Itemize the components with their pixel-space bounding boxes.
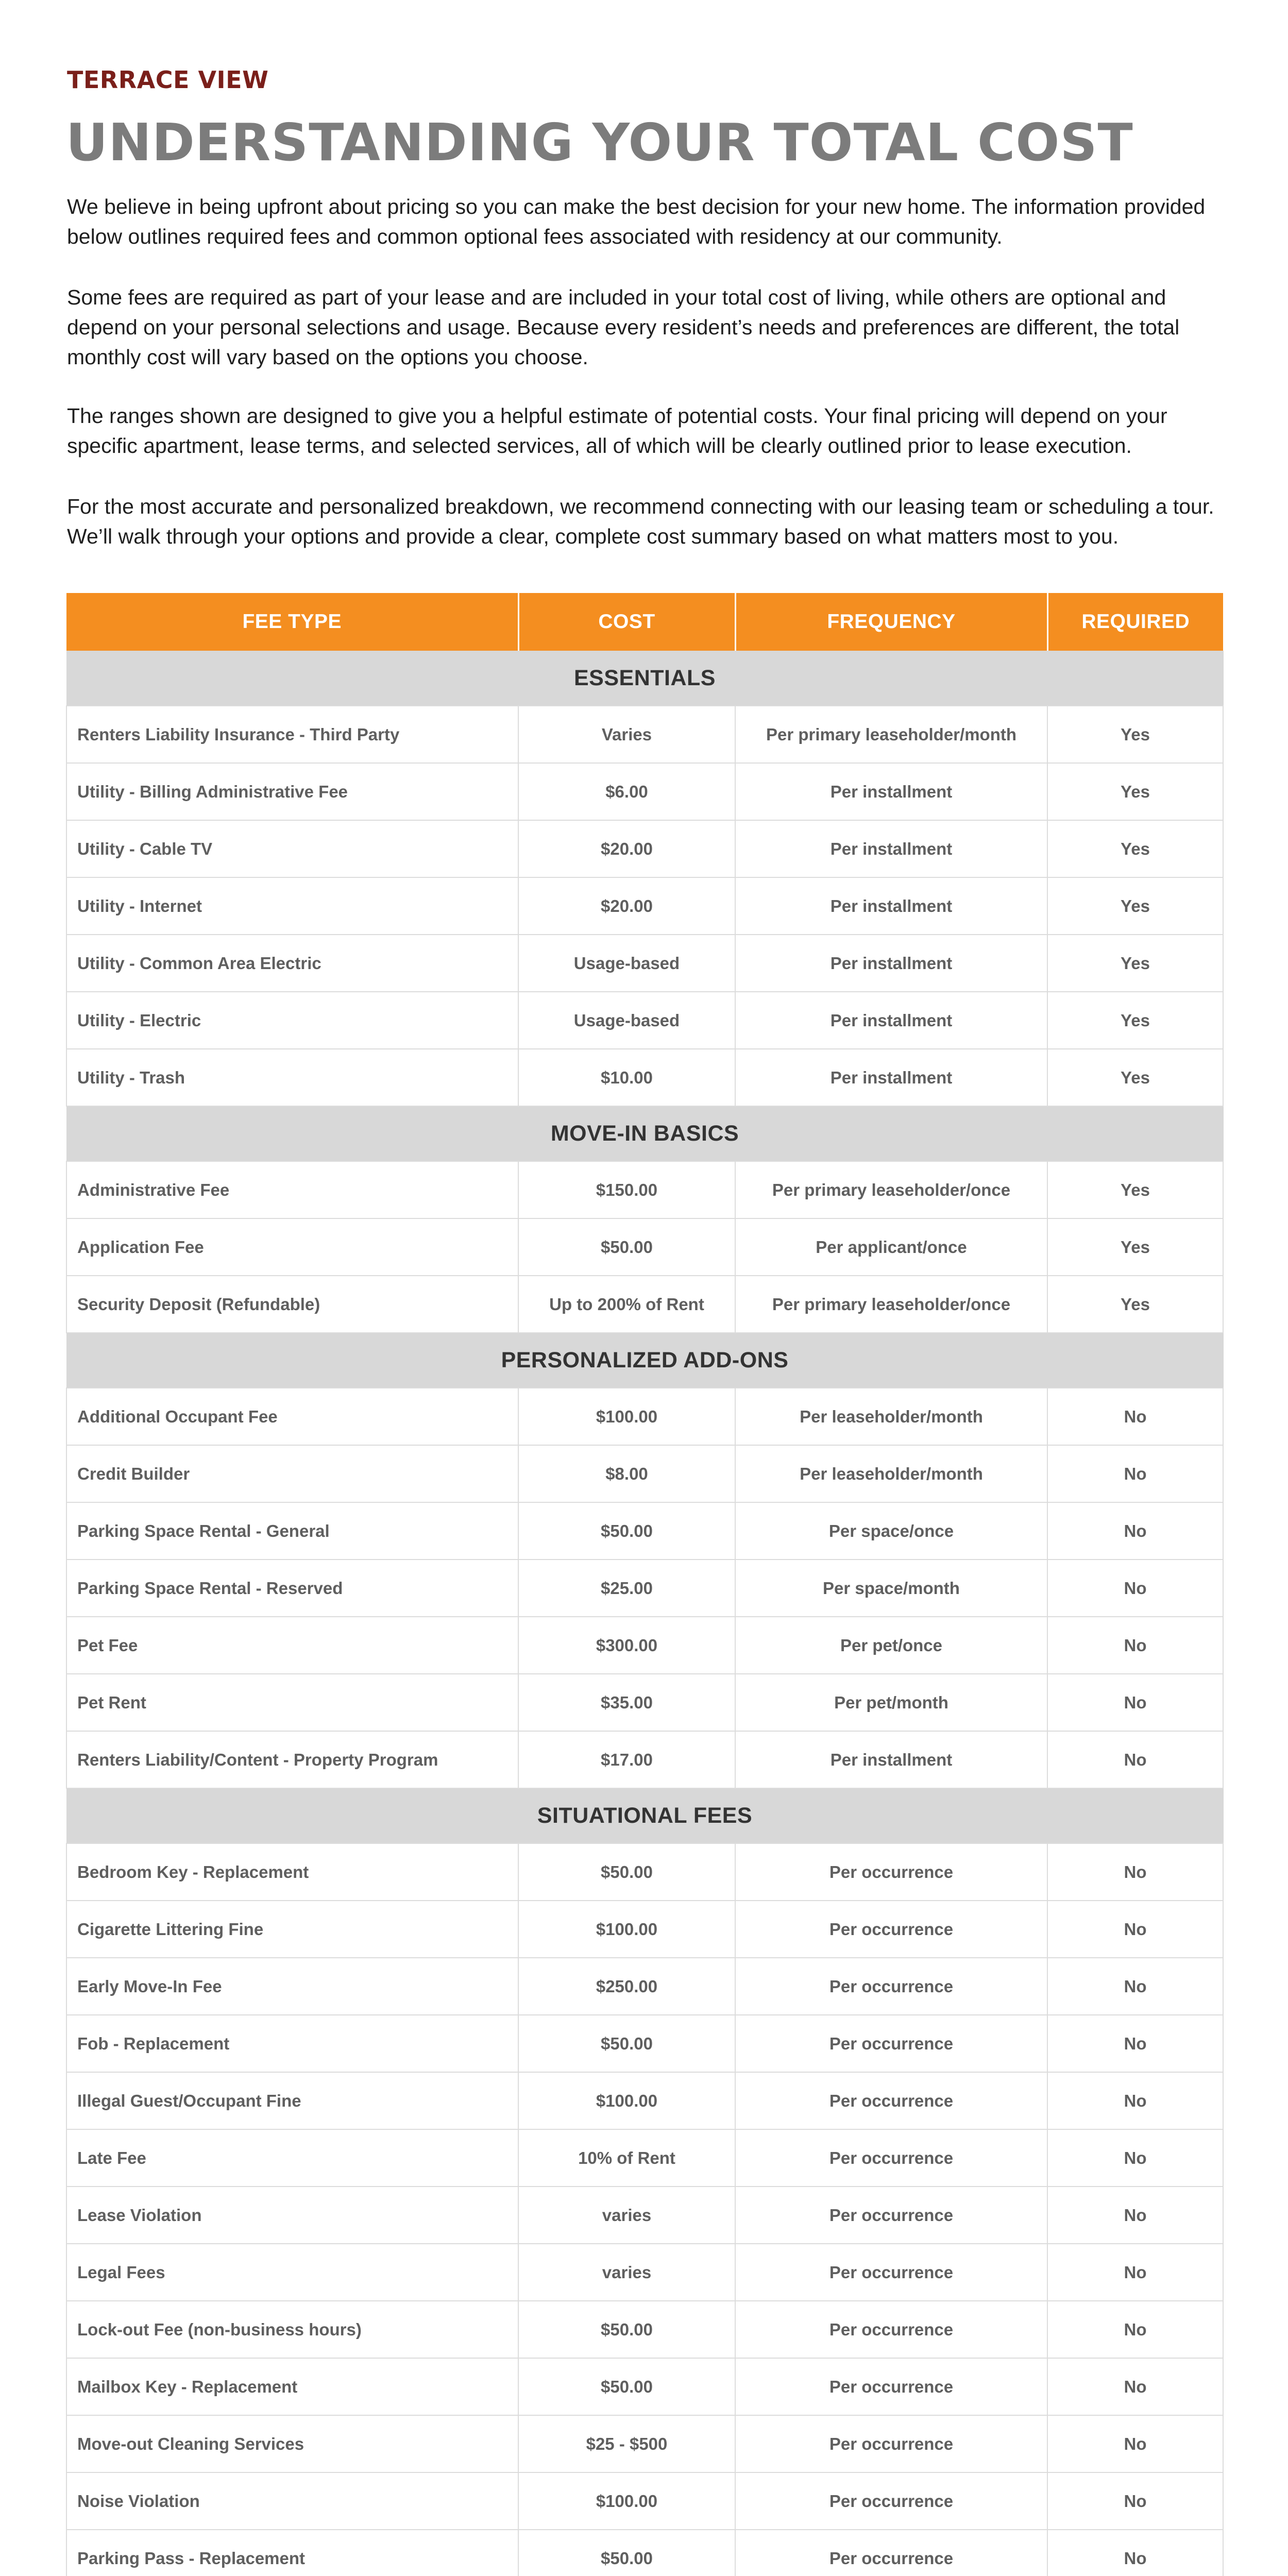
frequency-cell: Per installment xyxy=(735,820,1047,877)
table-row xyxy=(66,2015,1223,2072)
frequency-cell: Per space/month xyxy=(735,1560,1047,1617)
required-cell: Yes xyxy=(1047,706,1223,763)
required-cell: No xyxy=(1047,1958,1223,2015)
table-row xyxy=(66,2530,1223,2576)
table-row xyxy=(66,1617,1223,1674)
frequency-cell: Per primary leaseholder/month xyxy=(735,706,1047,763)
frequency-cell: Per occurrence xyxy=(735,2415,1047,2472)
fee-type-cell: Parking Space Rental - Reserved xyxy=(66,1560,518,1617)
required-cell: No xyxy=(1047,1617,1223,1674)
frequency-cell: Per leaseholder/month xyxy=(735,1445,1047,1502)
required-cell: No xyxy=(1047,1901,1223,1958)
cost-cell: $20.00 xyxy=(518,820,735,877)
frequency-cell: Per occurrence xyxy=(735,2129,1047,2187)
cost-cell: $50.00 xyxy=(518,1843,735,1901)
fee-type-cell: Renters Liability/Content - Property Program xyxy=(66,1731,518,1788)
cost-cell: Varies xyxy=(518,706,735,763)
frequency-cell: Per pet/month xyxy=(735,1674,1047,1731)
cost-cell: $50.00 xyxy=(518,2358,735,2415)
cost-cell: $25.00 xyxy=(518,1560,735,1617)
brand-name: TERRACE VIEW xyxy=(67,66,269,94)
cost-cell: $20.00 xyxy=(518,877,735,935)
cost-cell: $100.00 xyxy=(518,1388,735,1445)
section-title: PERSONALIZED ADD-ONS xyxy=(66,1333,1223,1388)
required-cell: Yes xyxy=(1047,1049,1223,1106)
required-cell: No xyxy=(1047,2129,1223,2187)
fee-table xyxy=(66,593,1224,2576)
table-row xyxy=(66,2358,1223,2415)
intro-text xyxy=(67,192,1224,582)
required-cell: No xyxy=(1047,2415,1223,2472)
frequency-cell: Per occurrence xyxy=(735,2358,1047,2415)
fee-type-cell: Utility - Trash xyxy=(66,1049,518,1106)
frequency-cell: Per occurrence xyxy=(735,2244,1047,2301)
required-cell: Yes xyxy=(1047,820,1223,877)
required-cell: No xyxy=(1047,2358,1223,2415)
required-cell: Yes xyxy=(1047,1276,1223,1333)
page-title: UNDERSTANDING YOUR TOTAL COST xyxy=(66,112,1133,173)
fee-type-cell: Security Deposit (Refundable) xyxy=(66,1276,518,1333)
required-cell: No xyxy=(1047,1560,1223,1617)
fee-type-cell: Early Move-In Fee xyxy=(66,1958,518,2015)
cost-cell: $250.00 xyxy=(518,1958,735,2015)
intro-paragraph: For the most accurate and personalized breakdown, we recommend connecting with our leasing team or scheduling a tour. We’ll walk through your options and provide a clear, complete cost summary based on what matters most to you. xyxy=(67,495,1214,548)
table-row xyxy=(66,1445,1223,1502)
table-row xyxy=(66,1674,1223,1731)
required-cell: No xyxy=(1047,1445,1223,1502)
table-row xyxy=(66,992,1223,1049)
required-cell: Yes xyxy=(1047,935,1223,992)
fee-table-body xyxy=(66,651,1223,2576)
cost-cell: 10% of Rent xyxy=(518,2129,735,2187)
required-cell: Yes xyxy=(1047,1161,1223,1218)
required-cell: No xyxy=(1047,2530,1223,2576)
cost-cell: $50.00 xyxy=(518,2530,735,2576)
table-row xyxy=(66,2244,1223,2301)
cost-cell: $150.00 xyxy=(518,1161,735,1218)
fee-type-cell: Pet Fee xyxy=(66,1617,518,1674)
frequency-cell: Per installment xyxy=(735,1049,1047,1106)
cost-cell: $25 - $500 xyxy=(518,2415,735,2472)
table-row xyxy=(66,820,1223,877)
table-row xyxy=(66,2187,1223,2244)
table-row xyxy=(66,1049,1223,1106)
fee-type-cell: Utility - Cable TV xyxy=(66,820,518,877)
fee-type-cell: Credit Builder xyxy=(66,1445,518,1502)
fee-type-cell: Legal Fees xyxy=(66,2244,518,2301)
table-row xyxy=(66,1218,1223,1276)
table-row xyxy=(66,1843,1223,1901)
table-row xyxy=(66,1731,1223,1788)
frequency-cell: Per space/once xyxy=(735,1502,1047,1560)
fee-type-cell: Late Fee xyxy=(66,2129,518,2187)
frequency-cell: Per leaseholder/month xyxy=(735,1388,1047,1445)
table-row xyxy=(66,2129,1223,2187)
frequency-cell: Per installment xyxy=(735,935,1047,992)
cost-cell: varies xyxy=(518,2244,735,2301)
column-header-cost: COST xyxy=(518,593,735,651)
table-row xyxy=(66,1560,1223,1617)
fee-type-cell: Lock-out Fee (non-business hours) xyxy=(66,2301,518,2358)
required-cell: No xyxy=(1047,2187,1223,2244)
section-header-row xyxy=(66,1333,1223,1388)
frequency-cell: Per occurrence xyxy=(735,1843,1047,1901)
frequency-cell: Per installment xyxy=(735,1731,1047,1788)
fee-type-cell: Renters Liability Insurance - Third Party xyxy=(66,706,518,763)
table-row xyxy=(66,706,1223,763)
frequency-cell: Per occurrence xyxy=(735,2472,1047,2530)
fee-type-cell: Fob - Replacement xyxy=(66,2015,518,2072)
required-cell: Yes xyxy=(1047,992,1223,1049)
frequency-cell: Per primary leaseholder/once xyxy=(735,1161,1047,1218)
fee-type-cell: Mailbox Key - Replacement xyxy=(66,2358,518,2415)
table-row xyxy=(66,1901,1223,1958)
required-cell: No xyxy=(1047,2244,1223,2301)
fee-type-cell: Bedroom Key - Replacement xyxy=(66,1843,518,1901)
required-cell: No xyxy=(1047,1388,1223,1445)
table-row xyxy=(66,763,1223,820)
intro-paragraph: We believe in being upfront about pricing so you can make the best decision for your new home. The information provided below outlines required fees and common optional fees associated with residency at our community. xyxy=(67,195,1206,248)
required-cell: No xyxy=(1047,2015,1223,2072)
fee-type-cell: Pet Rent xyxy=(66,1674,518,1731)
frequency-cell: Per primary leaseholder/once xyxy=(735,1276,1047,1333)
intro-paragraph: The ranges shown are designed to give you a helpful estimate of potential costs. Your final pricing will depend on your specific apartment, lease terms, and selected services, all of which will be clearly outlined prior to lease execution. xyxy=(67,404,1167,457)
cost-cell: $50.00 xyxy=(518,1218,735,1276)
cost-cell: Usage-based xyxy=(518,992,735,1049)
table-row xyxy=(66,877,1223,935)
table-row xyxy=(66,1958,1223,2015)
frequency-cell: Per occurrence xyxy=(735,2015,1047,2072)
fee-type-cell: Noise Violation xyxy=(66,2472,518,2530)
frequency-cell: Per occurrence xyxy=(735,2072,1047,2129)
required-cell: No xyxy=(1047,2472,1223,2530)
frequency-cell: Per installment xyxy=(735,992,1047,1049)
frequency-cell: Per installment xyxy=(735,877,1047,935)
frequency-cell: Per occurrence xyxy=(735,2187,1047,2244)
fee-type-cell: Additional Occupant Fee xyxy=(66,1388,518,1445)
fee-type-cell: Utility - Common Area Electric xyxy=(66,935,518,992)
column-header-required: REQUIRED xyxy=(1047,593,1223,651)
cost-cell: $100.00 xyxy=(518,2472,735,2530)
fee-type-cell: Administrative Fee xyxy=(66,1161,518,1218)
section-header-row xyxy=(66,1106,1223,1161)
fee-type-cell: Utility - Electric xyxy=(66,992,518,1049)
fee-type-cell: Move-out Cleaning Services xyxy=(66,2415,518,2472)
fee-type-cell: Illegal Guest/Occupant Fine xyxy=(66,2072,518,2129)
table-row xyxy=(66,2072,1223,2129)
cost-cell: $300.00 xyxy=(518,1617,735,1674)
table-row xyxy=(66,2301,1223,2358)
section-title: ESSENTIALS xyxy=(66,651,1223,706)
required-cell: No xyxy=(1047,2072,1223,2129)
required-cell: No xyxy=(1047,1502,1223,1560)
frequency-cell: Per occurrence xyxy=(735,2530,1047,2576)
frequency-cell: Per pet/once xyxy=(735,1617,1047,1674)
column-header-fee-type: FEE TYPE xyxy=(66,593,518,651)
table-row xyxy=(66,1388,1223,1445)
table-row xyxy=(66,1161,1223,1218)
section-header-row xyxy=(66,1788,1223,1843)
frequency-cell: Per installment xyxy=(735,763,1047,820)
section-header-row xyxy=(66,651,1223,706)
cost-cell: Usage-based xyxy=(518,935,735,992)
frequency-cell: Per occurrence xyxy=(735,2301,1047,2358)
cost-cell: $8.00 xyxy=(518,1445,735,1502)
section-title: SITUATIONAL FEES xyxy=(66,1788,1223,1843)
fee-type-cell: Parking Space Rental - General xyxy=(66,1502,518,1560)
frequency-cell: Per occurrence xyxy=(735,1901,1047,1958)
cost-cell: $100.00 xyxy=(518,2072,735,2129)
frequency-cell: Per occurrence xyxy=(735,1958,1047,2015)
column-header-frequency: FREQUENCY xyxy=(735,593,1047,651)
cost-cell: $6.00 xyxy=(518,763,735,820)
cost-cell: $10.00 xyxy=(518,1049,735,1106)
frequency-cell: Per applicant/once xyxy=(735,1218,1047,1276)
table-row xyxy=(66,2472,1223,2530)
fee-type-cell: Application Fee xyxy=(66,1218,518,1276)
cost-cell: $50.00 xyxy=(518,2301,735,2358)
required-cell: No xyxy=(1047,1731,1223,1788)
fee-type-cell: Parking Pass - Replacement xyxy=(66,2530,518,2576)
cost-cell: $35.00 xyxy=(518,1674,735,1731)
required-cell: No xyxy=(1047,1843,1223,1901)
table-row xyxy=(66,1502,1223,1560)
section-title: MOVE-IN BASICS xyxy=(66,1106,1223,1161)
cost-cell: $17.00 xyxy=(518,1731,735,1788)
required-cell: No xyxy=(1047,1674,1223,1731)
cost-cell: Up to 200% of Rent xyxy=(518,1276,735,1333)
required-cell: Yes xyxy=(1047,1218,1223,1276)
table-row xyxy=(66,1276,1223,1333)
table-row xyxy=(66,935,1223,992)
fee-type-cell: Utility - Billing Administrative Fee xyxy=(66,763,518,820)
intro-paragraph: Some fees are required as part of your lease and are included in your total cost of living, while others are optional and depend on your personal selections and usage. Because every resident’s needs and preferences are different, the total monthly cost will vary based on the options you choose. xyxy=(67,285,1180,369)
fee-type-cell: Lease Violation xyxy=(66,2187,518,2244)
cost-cell: varies xyxy=(518,2187,735,2244)
table-header-row xyxy=(66,593,1223,651)
table-row xyxy=(66,2415,1223,2472)
cost-cell: $100.00 xyxy=(518,1901,735,1958)
required-cell: Yes xyxy=(1047,877,1223,935)
cost-cell: $50.00 xyxy=(518,2015,735,2072)
required-cell: No xyxy=(1047,2301,1223,2358)
fee-type-cell: Utility - Internet xyxy=(66,877,518,935)
fee-type-cell: Cigarette Littering Fine xyxy=(66,1901,518,1958)
required-cell: Yes xyxy=(1047,763,1223,820)
cost-cell: $50.00 xyxy=(518,1502,735,1560)
